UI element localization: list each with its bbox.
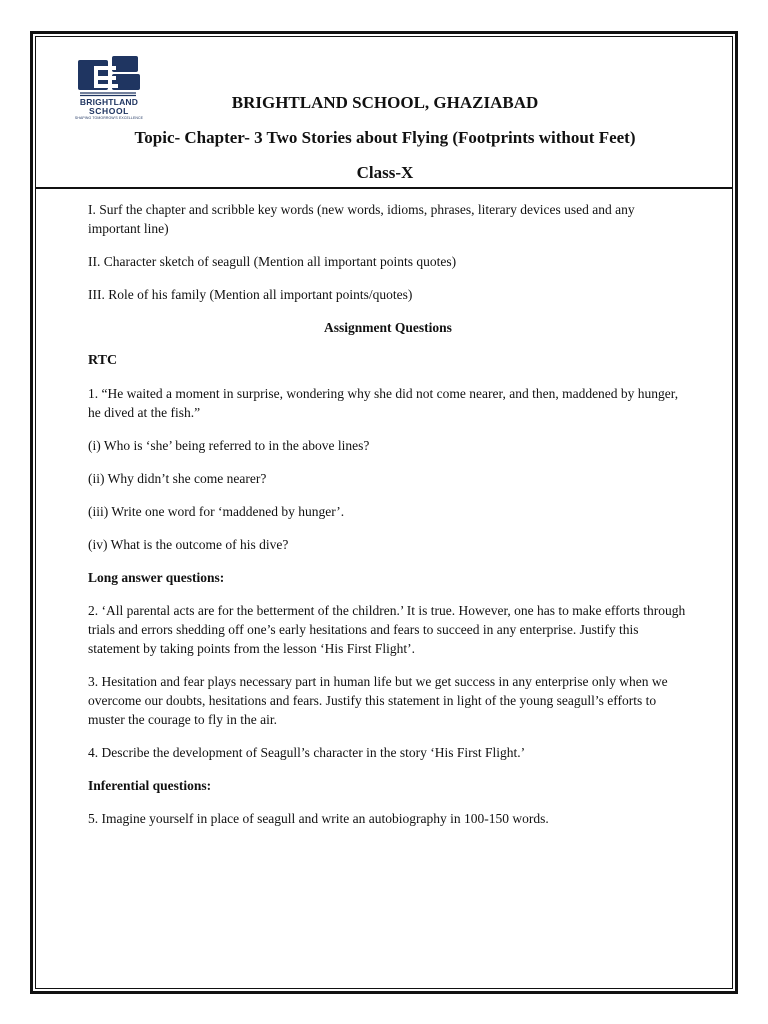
document-body	[88, 200, 688, 842]
rtc-passage: 1. “He waited a moment in surprise, wondering why she did not come nearer, and then, maddened by hunger, he dived at the fish.”	[88, 386, 679, 420]
assignment-title: Assignment Questions	[324, 320, 452, 335]
logo-line2: SCHOOL	[89, 106, 129, 116]
topic-title: Topic- Chapter- 3 Two Stories about Flying (Footprints without Feet)	[134, 128, 636, 147]
rtc-question: (iii) Write one word for ‘maddened by hunger’.	[88, 504, 345, 519]
task-item: III. Role of his family (Mention all important points/quotes)	[88, 287, 413, 302]
long-answer-question: 4. Describe the development of Seagull’s character in the story ‘His First Flight.’	[88, 745, 526, 760]
rtc-question: (iv) What is the outcome of his dive?	[88, 537, 289, 552]
long-answer-question: 3. Hesitation and fear plays necessary part in human life but we get success in any enterprise only when we overcome our doubts, hesitations and fears. Justify this statement in light of the young seagull’s efforts to muster the courage to fly in the air.	[88, 674, 668, 727]
logo-text	[74, 98, 144, 120]
rtc-question: (i) Who is ‘she’ being referred to in the above lines?	[88, 438, 370, 453]
rtc-heading: RTC	[88, 353, 118, 368]
inferential-question: 5. Imagine yourself in place of seagull and write an autobiography in 100-150 words.	[88, 811, 549, 826]
school-name: BRIGHTLAND SCHOOL, GHAZIABAD	[231, 93, 539, 112]
class-label: Class-X	[356, 163, 414, 182]
task-item: II. Character sketch of seagull (Mention all important points quotes)	[88, 254, 457, 269]
task-item: I. Surf the chapter and scribble key words (new words, idioms, phrases, literary devices used and any important line)	[88, 202, 635, 236]
long-answer-heading: Long answer questions:	[88, 570, 225, 585]
rtc-question: (ii) Why didn’t she come nearer?	[88, 471, 267, 486]
inferential-heading: Inferential questions:	[88, 778, 212, 793]
long-answer-question: 2. ‘All parental acts are for the betterment of the children.’ It is true. However, one has to make efforts through trials and errors shedding off one’s early hesitations and fears to succeed in any enterprise. Justify this statement by taking points from the lesson ‘His First Flight’.	[88, 603, 686, 656]
header-divider	[35, 187, 733, 189]
logo-line1: BRIGHTLAND	[79, 97, 139, 107]
logo-tagline: SHAPING TOMORROW'S EXCELLENCE	[74, 116, 144, 120]
